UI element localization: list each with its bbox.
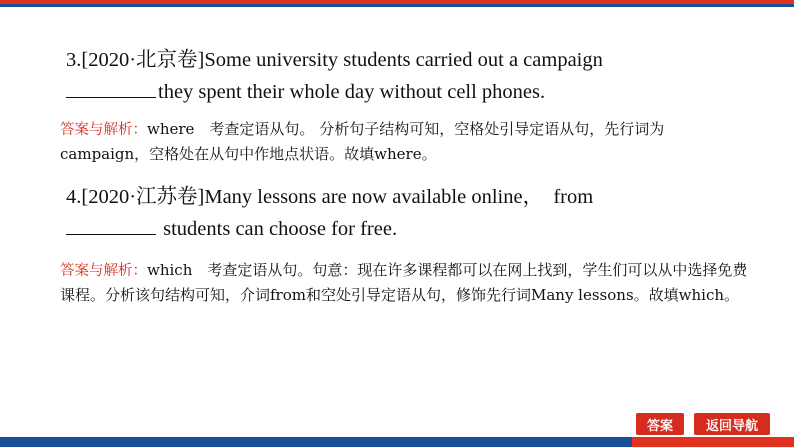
question-3-line2 bbox=[66, 76, 756, 108]
answer-3-text: where 考查定语从句。 分析句子结构可知，空格处引导定语从句，先行词为campaign，空格处在从句中作地点状语。故填where。 bbox=[60, 120, 665, 163]
answer-4-label: 答案与解析： bbox=[60, 263, 147, 279]
question-4-line2-text: students can choose for free. bbox=[163, 218, 398, 240]
answer-blank bbox=[66, 214, 156, 235]
question-4-line2 bbox=[66, 213, 756, 245]
top-decor-bar bbox=[0, 0, 794, 7]
answer-3-label: 答案与解析： bbox=[60, 122, 147, 138]
top-decor-blue bbox=[0, 4, 794, 7]
question-3-line2-text: they spent their whole day without cell phones. bbox=[158, 81, 546, 103]
answer-3 bbox=[60, 117, 750, 166]
question-3-line1: 3.[2020·北京卷]Some university students carried out a campaign bbox=[66, 49, 603, 71]
answer-4 bbox=[60, 258, 750, 307]
answer-4-text: which 考查定语从句。句意：现在许多课程都可以在网上找到，学生们可以从中选择免费课程。分析该句结构可知，介词from和空处引导定语从句，修饰先行词Many lessons。故填which。 bbox=[60, 261, 748, 304]
question-3 bbox=[66, 44, 756, 108]
bottom-decor-red bbox=[632, 437, 794, 447]
question-4-line1: 4.[2020·江苏卷]Many lessons are now available online， from bbox=[66, 186, 594, 208]
back-to-nav-button[interactable]: 返回导航 bbox=[694, 413, 770, 435]
answer-blank bbox=[66, 77, 156, 98]
question-4 bbox=[66, 181, 756, 245]
bottom-decor-bar bbox=[0, 437, 794, 447]
answer-button[interactable]: 答案 bbox=[636, 413, 684, 435]
